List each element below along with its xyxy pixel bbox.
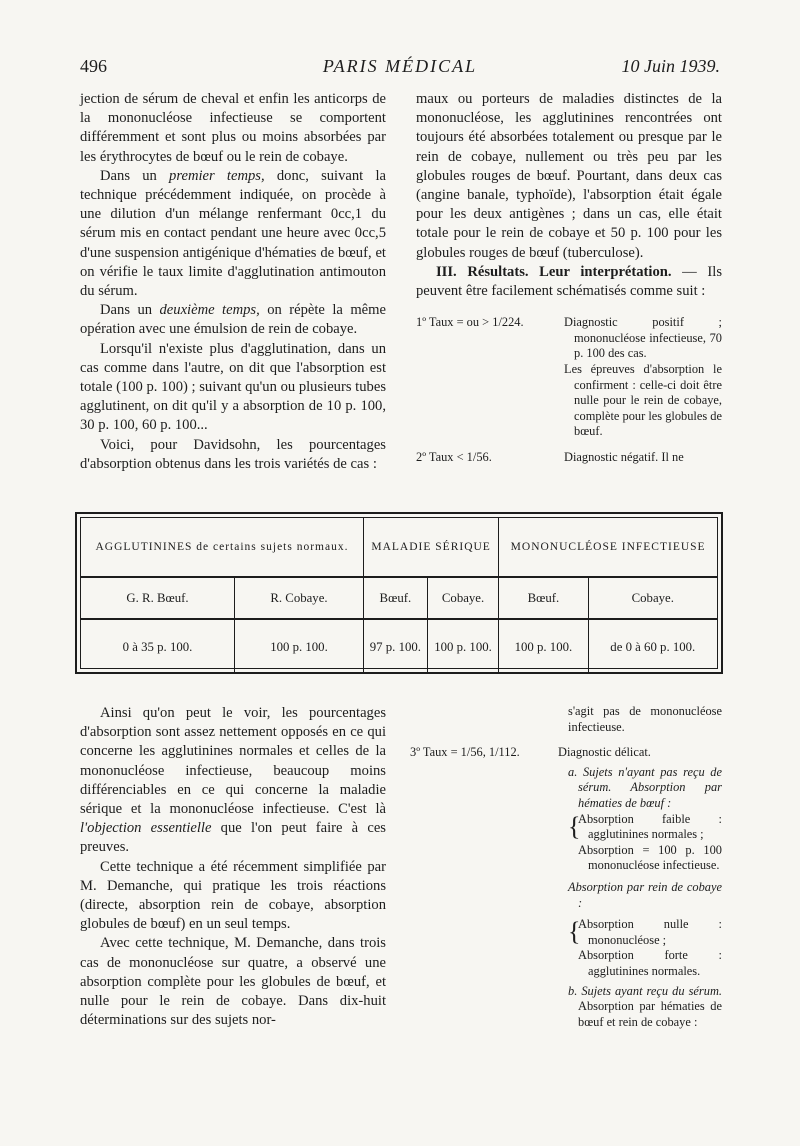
text-run: Ainsi qu'on peut le voir, les pourcentages d'absorption sont assez nettement opposés en ce qui concerne les agglutinines normales et celles de la mononucléose infectieuse, beaucoup moins différenciables en ce qui concerne la maladie sérique et la mononucléose infectieuse. C'est là [80,705,386,818]
diagnostic-entry-2 [416,450,722,466]
brace-icon: { [568,917,581,947]
text-run: que l'on peut faire à ces preuves. [80,820,386,856]
paragraph: Voici, pour Davidsohn, les pourcentages d'absorption obtenus dans les trois variétés de cas : [80,436,386,472]
absorption-table [75,512,723,674]
table-cell: 100 p. 100. [235,619,364,674]
brace-icon: { [568,811,581,841]
diagnostic-text: Diagnostic négatif. Il ne [564,449,684,464]
section-heading: III. Résultats. Leur interprétation. [436,263,672,280]
group-header: AGGLUTININES de certains sujets normaux. [81,518,363,577]
journal-title: PARIS MÉDICAL [322,56,478,76]
column-header: R. Cobaye. [235,577,364,619]
text-run: — Ils peuvent être facilement schématisés comme suit : [416,263,723,300]
diagnostic-rate: 2º Taux < 1/56. [416,449,492,464]
table-row [81,619,717,674]
paragraph [80,167,386,301]
table [81,518,717,674]
page-number: 496 [80,56,107,76]
column-top-left [80,90,386,474]
bracket-item: Absorption nulle : mononucléose ; [578,917,722,947]
column-bottom-right [410,704,722,1030]
table-cell: 97 p. 100. [363,619,427,674]
column-header: Cobaye. [588,577,717,619]
column-header: Bœuf. [363,577,427,619]
table-cell: de 0 à 60 p. 100. [610,639,696,654]
column-header: Cobaye. [427,577,498,619]
column-top-right [416,90,722,466]
text-run: Absorption par hématies de bœuf et rein de cobaye : [578,999,722,1029]
continuation-text: s'agit pas de mononucléose infectieuse. [568,704,722,734]
issue-date: 10 Juin 1939. [621,56,720,76]
bracket-group-a [568,812,722,874]
page-header [80,56,720,82]
diagnostic-details [410,765,722,1031]
emphasis: l'objection essentielle [80,820,212,837]
diagnostic-line: Les épreuves d'absorption le confirment : celle-ci doit être nulle pour le rein de cobaye, complète pour les globules de bœuf. [564,362,722,439]
bracket-item: Absorption faible : agglutinines normales ; [578,811,722,842]
diagnostic-rate: 3º Taux = 1/56, 1/112. [410,745,520,760]
diagnostic-entry-1 [416,315,722,440]
paragraph: Lorsqu'il n'existe plus d'agglutination, dans un cas comme dans l'autre, on dit que l'absorption est totale (100 p. 100) ; suivant qu'un ou plusieurs tubes agglutinent, on dit qu'il y a absorption de 10 p. 100, 30 p. 100, 60 p. 100... [80,340,386,434]
paragraph: Cette technique a été récemment simplifiée par M. Demanche, qui pratique les trois réactions (directe, absorption rein de cobaye, absorption globules de bœuf) en un seul temps. [80,858,386,933]
case-a-heading: a. Sujets n'ayant pas reçu de sérum. Absorption par hématies de bœuf : [568,764,722,810]
section-paragraph [416,263,722,301]
diagnostic-entry-3 [410,745,722,761]
table-cell: 100 p. 100. [427,619,498,674]
text-run: Dans un [100,167,170,184]
paragraph [80,301,386,339]
paragraph [80,704,386,858]
column-header: Bœuf. [499,577,588,619]
emphasis: b. Sujets ayant reçu du sérum. [568,983,722,998]
group-header: MONONUCLÉOSE INFECTIEUSE [499,518,717,577]
table-group-row [81,518,717,577]
text-run: on répète la même opération avec une émulsion de rein de cobaye. [80,302,386,338]
bracket-items [578,917,722,979]
bracket-items [578,812,722,874]
column-header: G. R. Bœuf. [81,577,235,619]
case-b-heading [568,984,722,1031]
table-inner-border [80,517,718,669]
rein-heading: Absorption par rein de cobaye : [568,879,722,910]
emphasis: premier temps, [169,167,265,184]
group-header: MALADIE SÉRIQUE [363,518,498,577]
bracket-item: Absorption = 100 p. 100 mononucléose infectieuse. [578,842,722,873]
table-cell: 100 p. 100. [499,619,588,674]
bracket-item: Absorption forte : agglutinines normales. [578,948,722,978]
diagnostic-rate: 1º Taux = ou > 1/224. [416,315,524,330]
paragraph: Avec cette technique, M. Demanche, dans trois cas de mononucléose sur quatre, a observé une absorption complète pour les globules de bœuf, et nulle pour le rein de cobaye. Dans dix-huit déterminations sur des sujets nor- [80,935,386,1029]
text-run: Dans un [100,302,160,319]
paragraph: jection de sérum de cheval et enfin les anticorps de la mononucléose infectieuse se comportent différemment et sont plus ou moins absorbées par les érythrocytes de bœuf ou le rein de cobaye. [80,91,386,165]
diagnostic-line: Diagnostic positif ; mononucléose infectieuse, 70 p. 100 des cas. [564,315,722,361]
emphasis: deuxième temps, [159,302,260,319]
table-header-row [81,577,717,619]
column-bottom-left [80,704,386,1030]
text-run: donc, suivant la technique précédemment indiquée, on procède à une dilution d'un mélange renfermant 0cc,1 du sérum mis en contact pendant une heure avec 0cc,5 d'une suspension antigénique d'hématies de bœuf, et on vérifie le taux limite d'agglutination antimouton du sérum. [80,167,386,300]
table-cell: 0 à 35 p. 100. [81,619,235,674]
bracket-group-rein [568,917,722,979]
diagnostic-text: Diagnostic délicat. [558,745,651,760]
diagnostic-text [564,315,722,440]
paragraph: maux ou porteurs de maladies distinctes de la mononucléose, les agglutinines rencontrées ont toujours été absorbées totalement ou presque par le rein de cobaye, nullement ou très peu par les globules rouges de bœuf. Pourtant, dans deux cas (angine banale, typhoïde), l'absorption était égale pour les deux antigènes ; dans un cas, elle était totale pour le rein de cobaye et 50 p. 100 pour les globules rouges de bœuf (tuberculose). [416,91,722,261]
